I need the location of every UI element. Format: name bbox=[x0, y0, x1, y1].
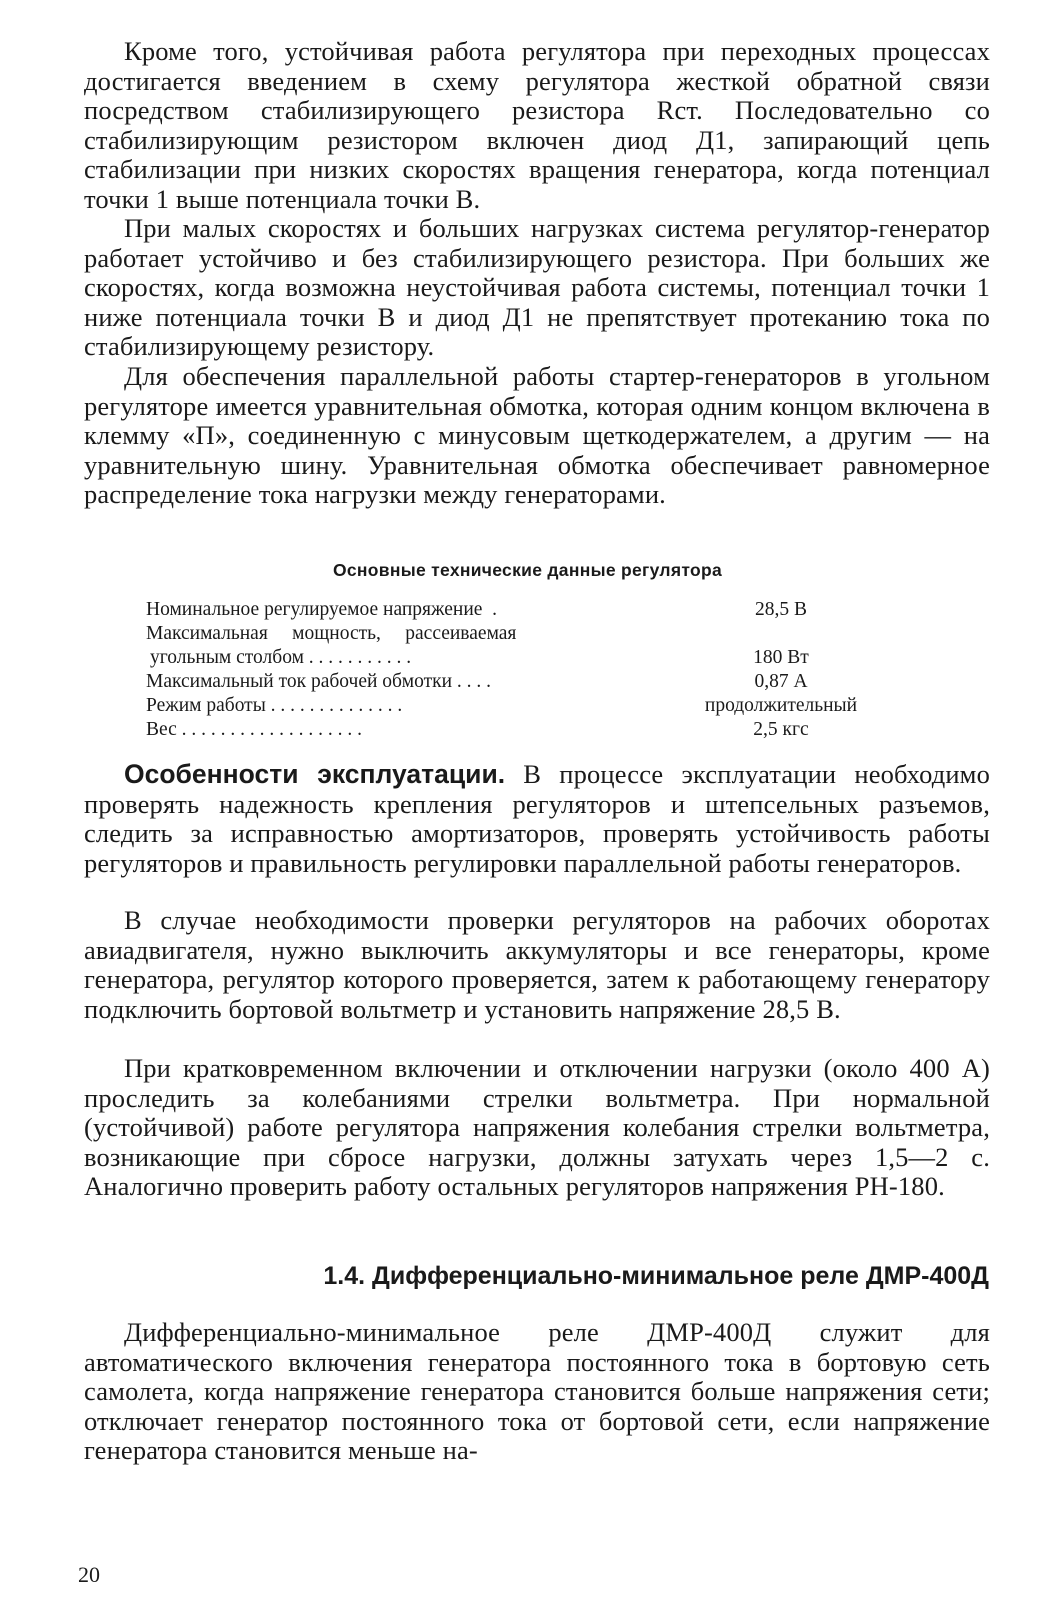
paragraph-dmr-relay: Дифференциально-минимальное реле ДМР-400Д служит для автоматического включения генератора постоянного тока в бортовую сеть самолета, когда напряжение генератора становится больше напряжения сети; отключает генератор постоянного тока от бортовой сети, если напряжение генератора становится меньше на- bbox=[84, 1317, 990, 1466]
paragraph-stabilization: Кроме того, устойчивая работа регулятора при переходных процессах достигается введением в схему регулятора жесткой обратной связи посредством стабилизирующего резистора Rст. Последовательно со стабилизирующим резистором включен диод Д1, запирающий цепь стабилизации при низких скоростях вращения генератора, когда потенциал точки 1 выше потенциала точки В. bbox=[84, 36, 990, 214]
spec-value: 2,5 кгс bbox=[753, 719, 809, 740]
spec-value: 180 Вт bbox=[753, 647, 809, 668]
spec-table bbox=[146, 598, 906, 742]
paragraph-low-speed: При малых скоростях и больших нагрузках система регулятор-генератор работает устойчиво и без стабилизирующего резистора. При больших же скоростях, когда возможна неустойчивая работа системы, потенциал точки 1 ниже потенциала точки В и диод Д1 не препятствует протеканию тока по стабилизирующему резистору. bbox=[84, 213, 990, 362]
spec-label: Максимальный ток рабочей обмотки . . . . bbox=[146, 671, 492, 692]
spec-table-title: Основные технические данные регулятора bbox=[332, 560, 723, 580]
paragraph-operation-features bbox=[84, 760, 990, 878]
spec-row bbox=[146, 622, 906, 646]
section-heading: 1.4. Дифференциально-минимальное реле ДМР-400Д bbox=[323, 1262, 989, 1290]
spec-row bbox=[146, 718, 906, 742]
operation-lead: Особенности эксплуатации. bbox=[124, 759, 506, 789]
spec-value: 28,5 В bbox=[754, 599, 807, 620]
spec-label: Режим работы . . . . . . . . . . . . . . bbox=[146, 695, 403, 716]
spec-label: Вес . . . . . . . . . . . . . . . . . . . bbox=[146, 719, 363, 740]
spec-label: Номинальное регулируемое напряжение . bbox=[146, 599, 498, 620]
page-number: 20 bbox=[78, 1562, 100, 1587]
spec-row bbox=[146, 598, 906, 622]
spec-row bbox=[146, 694, 906, 718]
paragraph-parallel-operation: Для обеспечения параллельной работы стартер-генераторов в угольном регуляторе имеется уравнительная обмотка, которая одним концом включена в клемму «П», соединенную с минусовым щеткодержателем, а другим — на уравнительную шину. Уравнительная обмотка обеспечивает равномерное распределение тока нагрузки между генераторами. bbox=[84, 361, 990, 510]
spec-label: угольным столбом . . . . . . . . . . . bbox=[150, 647, 412, 668]
spec-row bbox=[146, 670, 906, 694]
operation-text: В процессе эксплуатации необходимо проверять надежность крепления регуляторов и штепсельных разъемов, следить за исправностью амортизаторов, проверять устойчивость работы регуляторов и правильность регулировки параллельной работы генераторов. bbox=[84, 759, 990, 878]
spec-value: продолжительный bbox=[704, 695, 858, 716]
paragraph-regulator-check: В случае необходимости проверки регуляторов на рабочих оборотах авиадвигателя, нужно выключить аккумуляторы и все генераторы, кроме генератора, регулятор которого проверяется, затем к работающему генератору подключить бортовой вольтметр и установить напряжение 28,5 В. bbox=[84, 905, 990, 1024]
spec-value: 0,87 А bbox=[754, 671, 808, 692]
spec-label: Максимальная мощность, рассеиваемая bbox=[146, 623, 517, 644]
paragraph-load-test: При кратковременном включении и отключении нагрузки (около 400 А) проследить за колебаниями стрелки вольтметра. При нормальной (устойчивой) работе регулятора напряжения колебания стрелки вольтметра, возникающие при сбросе нагрузки, должны затухать через 1,5—2 с. Аналогично проверить работу остальных регуляторов напряжения РН-180. bbox=[84, 1053, 990, 1202]
spec-row bbox=[146, 646, 906, 670]
